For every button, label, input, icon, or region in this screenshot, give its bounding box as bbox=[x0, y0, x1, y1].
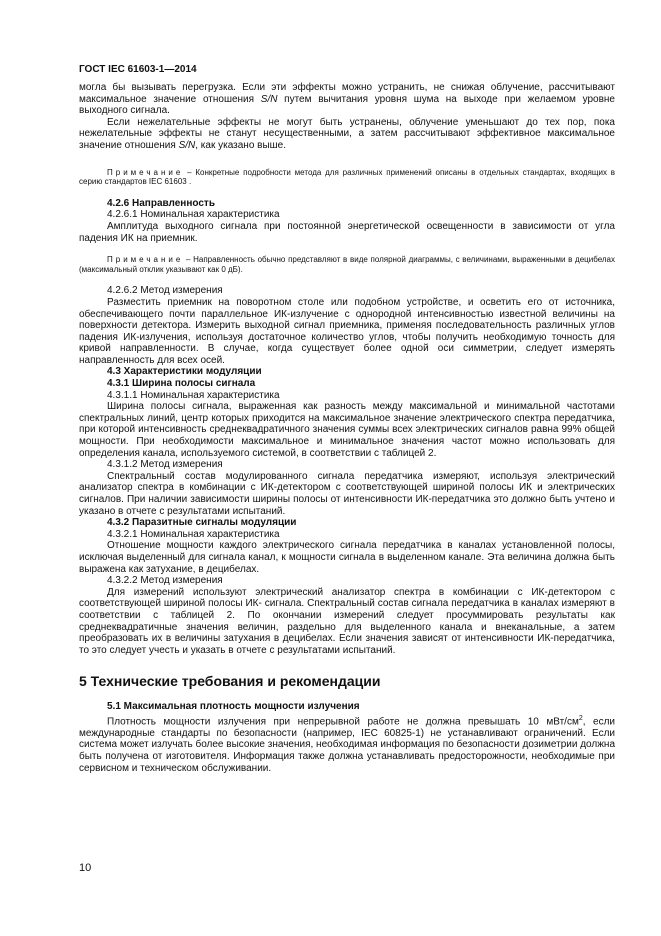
italic-text: S/N bbox=[260, 93, 278, 105]
text: Если нежелательные эффекты не могут быть устранены, облучение уменьшают до тех пор, пока нежелательные эффекты не станут несущественными, а затем рассчитывают эффективное максимальное значение отношения bbox=[79, 116, 615, 151]
note-text: – Конкретные подробности метода для различных применений описаны в отдельных стандартах, входящих в серию стандартов IEC 61603 . bbox=[79, 167, 615, 187]
note-text: – Направленность обычно представляют в виде полярной диаграммы, с величинами, выраженными в децибелах (максимальный отклик указывают как 0 дБ). bbox=[79, 255, 615, 274]
paragraph: Ширина полосы сигнала, выраженная как разность между максимальной и минимальной частотами спектральных линий, центр которых приходится на максимальное значение электрического спектра передатчика, при которой интенсивность среднеквадратичного значения суммы всех электрических сигналов равна 99% общей мощности. При необходимости максимальное и минимальное значения частот можно использовать для определения канала, используемого системой, в соответствии с таблицей 2. bbox=[79, 401, 615, 459]
paragraph: Амплитуда выходного сигнала при постоянной энергетической освещенности в зависимости от угла падения ИК на приемник. bbox=[79, 220, 615, 244]
section-heading: 4.2.6 Направленность bbox=[107, 197, 215, 209]
subsection-heading: 4.3.2.1 Номинальная характеристика bbox=[107, 528, 280, 540]
paragraph bbox=[79, 82, 615, 117]
page-header: ГОСТ IEC 61603-1—2014 bbox=[79, 64, 197, 75]
superscript: 2 bbox=[578, 714, 583, 722]
text: Плотность мощности излучения при непрерывной работе не должна превышать 10 мВт/см bbox=[107, 716, 579, 728]
subsection-heading: 4.3.2.2 Метод измерения bbox=[107, 575, 223, 587]
text: путем вычитания уровня шума на выходе при желаемом уровне выходного сигнала. bbox=[79, 93, 615, 117]
paragraph: Разместить приемник на поворотном столе или подобном устройстве, и осветить его от источника, обеспечивающего почти параллельное ИК-излучение с однородной интенсивностью известной величины на поверхности детектора. Измерить выходной сигнал приемника, применяя последовательность различных углов падения ИК-излучения, используя достаточное количество углов, чтобы получить необходимую точность для кривой направленности. В случае, когда существует более одной оси симметрии, следует измерять направленность для всех осей. bbox=[79, 296, 615, 366]
italic-text: S/N bbox=[178, 139, 196, 151]
note-label: Примечание bbox=[107, 255, 184, 265]
text: , если международные стандарты по безопасности (например, IEC 60825-1) не устанавливают ограничений. Если система может излучать более высокие значения, необходимая информация по безопасности дозиметрии должна быть получена от изготовителя. Информация также должна устанавливать предосторожности, необходимые при сервисном и техническом обслуживании. bbox=[79, 716, 615, 774]
section-heading: 5.1 Максимальная плотность мощности излучения bbox=[107, 701, 360, 713]
subsection-heading: 4.3.1.1 Номинальная характеристика bbox=[107, 389, 280, 401]
paragraph bbox=[79, 713, 615, 774]
paragraph: Для измерений используют электрический анализатор спектра в комбинации с ИК-детектором с соответствующей шириной полосы ИК- сигнала. Спектральный состав сигнала передатчика в каналах измеряют в соответствии с таблицей 2. По окончании измерений следует просуммировать результаты как среднеквадратичные значения величин, раздельно для выделенного канала и внеканальные, а затем преобразовать их в величины затухания в децибелах. Если значения зависят от интенсивности ИК-передатчика, то это следует учесть и указать в отчете с результатами испытаний. bbox=[79, 586, 615, 656]
text: могла бы вызывать перегрузка. Если эти эффекты можно устранить, не снижая облучение, рассчитывают максимальное значение отношения bbox=[79, 82, 615, 105]
subsection-heading: 4.2.6.1 Номинальная характеристика bbox=[107, 209, 280, 221]
section-heading: 4.3.1 Ширина полосы сигнала bbox=[107, 378, 256, 390]
note bbox=[79, 255, 615, 274]
paragraph bbox=[79, 117, 615, 152]
paragraph: Спектральный состав модулированного сигнала передатчика измеряют, используя электрический анализатор спектра в комбинации с ИК-детектором с соответствующей шириной полосы ИК и электрических сигналов. При наличии зависимости ширины полосы от интенсивности ИК-передатчика это должно быть учтено и указано в отчете с результатами испытаний. bbox=[79, 470, 615, 517]
chapter-heading: 5 Технические требования и рекомендации bbox=[79, 673, 381, 690]
section-heading: 4.3 Характеристики модуляции bbox=[107, 366, 262, 378]
section-heading: 4.3.2 Паразитные сигналы модуляции bbox=[107, 517, 297, 529]
subsection-heading: 4.3.1.2 Метод измерения bbox=[107, 459, 223, 471]
paragraph: Отношение мощности каждого электрического сигнала передатчика в каналах установленной полосы, исключая выделенный для сигнала канал, к мощности сигнала в выделенном канале. Эта величина должна быть выражена как затухание, в децибелах. bbox=[79, 540, 615, 575]
note-label: Примечание bbox=[107, 167, 184, 177]
page-number: 10 bbox=[79, 862, 92, 874]
subsection-heading: 4.2.6.2 Метод измерения bbox=[107, 285, 223, 297]
document-page bbox=[79, 64, 615, 774]
text: , как указано выше. bbox=[195, 139, 287, 151]
note bbox=[79, 168, 615, 187]
